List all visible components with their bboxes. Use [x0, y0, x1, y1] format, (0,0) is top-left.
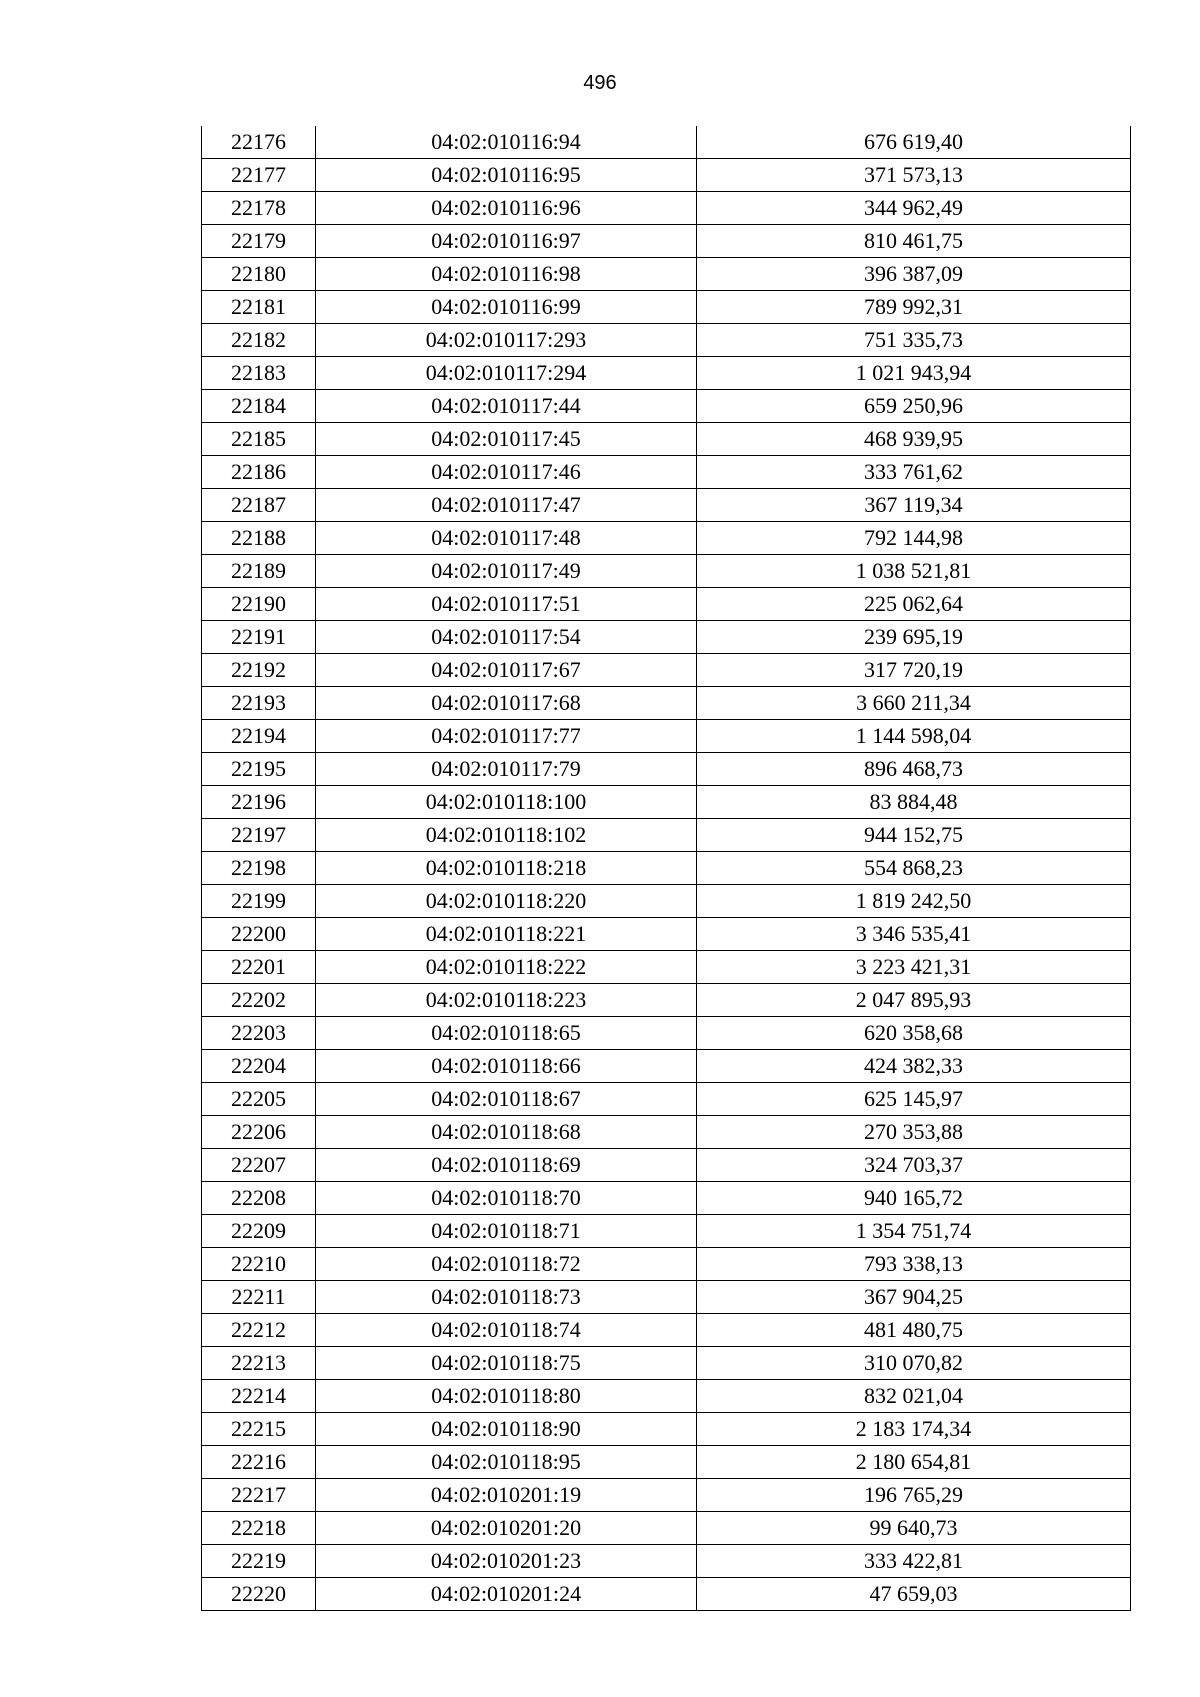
- cadastral-value-cell: 789 992,31: [697, 291, 1131, 324]
- cadastral-number-cell: 04:02:010117:77: [316, 720, 697, 753]
- cadastral-number-cell: 04:02:010118:102: [316, 819, 697, 852]
- row-number-cell: 22185: [202, 423, 316, 456]
- cadastral-value-cell: 659 250,96: [697, 390, 1131, 423]
- cadastral-number-cell: 04:02:010117:293: [316, 324, 697, 357]
- table-row: [202, 1248, 1131, 1281]
- cadastral-number-cell: 04:02:010117:67: [316, 654, 697, 687]
- cadastral-number-cell: 04:02:010118:74: [316, 1314, 697, 1347]
- cadastral-number-cell: 04:02:010117:45: [316, 423, 697, 456]
- cadastral-number-cell: 04:02:010118:66: [316, 1050, 697, 1083]
- cadastral-number-cell: 04:02:010118:90: [316, 1413, 697, 1446]
- table-row: [202, 984, 1131, 1017]
- row-number-cell: 22211: [202, 1281, 316, 1314]
- row-number-cell: 22212: [202, 1314, 316, 1347]
- table-row: [202, 1116, 1131, 1149]
- table-row: [202, 390, 1131, 423]
- cadastral-value-cell: 1 021 943,94: [697, 357, 1131, 390]
- table-row: [202, 1380, 1131, 1413]
- cadastral-number-cell: 04:02:010116:99: [316, 291, 697, 324]
- row-number-cell: 22200: [202, 918, 316, 951]
- row-number-cell: 22190: [202, 588, 316, 621]
- cadastral-value-cell: 324 703,37: [697, 1149, 1131, 1182]
- cadastral-number-cell: 04:02:010118:72: [316, 1248, 697, 1281]
- cadastral-number-cell: 04:02:010117:51: [316, 588, 697, 621]
- cadastral-number-cell: 04:02:010118:100: [316, 786, 697, 819]
- cadastral-value-cell: 1 354 751,74: [697, 1215, 1131, 1248]
- cadastral-number-cell: 04:02:010201:23: [316, 1545, 697, 1578]
- cadastral-number-cell: 04:02:010201:20: [316, 1512, 697, 1545]
- row-number-cell: 22176: [202, 126, 316, 159]
- cadastral-number-cell: 04:02:010116:96: [316, 192, 697, 225]
- table-row: [202, 1050, 1131, 1083]
- row-number-cell: 22216: [202, 1446, 316, 1479]
- cadastral-value-cell: 83 884,48: [697, 786, 1131, 819]
- cadastral-value-cell: 940 165,72: [697, 1182, 1131, 1215]
- cadastral-number-cell: 04:02:010118:68: [316, 1116, 697, 1149]
- cadastral-value-cell: 944 152,75: [697, 819, 1131, 852]
- row-number-cell: 22196: [202, 786, 316, 819]
- table-row: [202, 654, 1131, 687]
- cadastral-value-cell: 2 047 895,93: [697, 984, 1131, 1017]
- cadastral-value-cell: 554 868,23: [697, 852, 1131, 885]
- table-row: [202, 258, 1131, 291]
- row-number-cell: 22207: [202, 1149, 316, 1182]
- cadastral-number-cell: 04:02:010118:220: [316, 885, 697, 918]
- row-number-cell: 22219: [202, 1545, 316, 1578]
- table-row: [202, 720, 1131, 753]
- table-row: [202, 885, 1131, 918]
- table-row: [202, 456, 1131, 489]
- cadastral-number-cell: 04:02:010118:218: [316, 852, 697, 885]
- cadastral-value-table: [201, 126, 1131, 1611]
- table-row: [202, 1182, 1131, 1215]
- cadastral-value-cell: 310 070,82: [697, 1347, 1131, 1380]
- cadastral-number-cell: 04:02:010117:46: [316, 456, 697, 489]
- row-number-cell: 22201: [202, 951, 316, 984]
- table-row: [202, 1446, 1131, 1479]
- cadastral-number-cell: 04:02:010118:71: [316, 1215, 697, 1248]
- table-row: [202, 1479, 1131, 1512]
- row-number-cell: 22187: [202, 489, 316, 522]
- table-row: [202, 1314, 1131, 1347]
- table-row: [202, 126, 1131, 159]
- cadastral-number-cell: 04:02:010116:97: [316, 225, 697, 258]
- cadastral-value-cell: 3 660 211,34: [697, 687, 1131, 720]
- cadastral-value-cell: 367 119,34: [697, 489, 1131, 522]
- table-body: [202, 126, 1131, 1611]
- row-number-cell: 22213: [202, 1347, 316, 1380]
- row-number-cell: 22206: [202, 1116, 316, 1149]
- cadastral-value-cell: 1 819 242,50: [697, 885, 1131, 918]
- cadastral-number-cell: 04:02:010118:222: [316, 951, 697, 984]
- table-row: [202, 1017, 1131, 1050]
- row-number-cell: 22208: [202, 1182, 316, 1215]
- row-number-cell: 22189: [202, 555, 316, 588]
- cadastral-number-cell: 04:02:010117:47: [316, 489, 697, 522]
- row-number-cell: 22179: [202, 225, 316, 258]
- cadastral-number-cell: 04:02:010118:67: [316, 1083, 697, 1116]
- table-row: [202, 588, 1131, 621]
- cadastral-value-cell: 3 346 535,41: [697, 918, 1131, 951]
- cadastral-number-cell: 04:02:010118:223: [316, 984, 697, 1017]
- cadastral-number-cell: 04:02:010118:95: [316, 1446, 697, 1479]
- row-number-cell: 22197: [202, 819, 316, 852]
- cadastral-value-cell: 468 939,95: [697, 423, 1131, 456]
- row-number-cell: 22210: [202, 1248, 316, 1281]
- row-number-cell: 22195: [202, 753, 316, 786]
- cadastral-value-cell: 751 335,73: [697, 324, 1131, 357]
- cadastral-value-cell: 99 640,73: [697, 1512, 1131, 1545]
- cadastral-number-cell: 04:02:010201:19: [316, 1479, 697, 1512]
- row-number-cell: 22215: [202, 1413, 316, 1446]
- cadastral-number-cell: 04:02:010118:75: [316, 1347, 697, 1380]
- cadastral-value-cell: 676 619,40: [697, 126, 1131, 159]
- page-number: 496: [583, 72, 617, 94]
- row-number-cell: 22181: [202, 291, 316, 324]
- cadastral-number-cell: 04:02:010117:68: [316, 687, 697, 720]
- table-row: [202, 555, 1131, 588]
- cadastral-number-cell: 04:02:010118:80: [316, 1380, 697, 1413]
- cadastral-number-cell: 04:02:010117:49: [316, 555, 697, 588]
- table-row: [202, 159, 1131, 192]
- row-number-cell: 22183: [202, 357, 316, 390]
- table-row: [202, 687, 1131, 720]
- cadastral-value-cell: 270 353,88: [697, 1116, 1131, 1149]
- table-row: [202, 1281, 1131, 1314]
- table-row: [202, 1545, 1131, 1578]
- cadastral-number-cell: 04:02:010118:221: [316, 918, 697, 951]
- table-row: [202, 753, 1131, 786]
- cadastral-value-cell: 424 382,33: [697, 1050, 1131, 1083]
- cadastral-value-cell: 396 387,09: [697, 258, 1131, 291]
- cadastral-value-cell: 792 144,98: [697, 522, 1131, 555]
- table-row: [202, 324, 1131, 357]
- table-row: [202, 357, 1131, 390]
- row-number-cell: 22180: [202, 258, 316, 291]
- cadastral-number-cell: 04:02:010117:79: [316, 753, 697, 786]
- cadastral-value-cell: 47 659,03: [697, 1578, 1131, 1611]
- table-row: [202, 489, 1131, 522]
- cadastral-value-cell: 896 468,73: [697, 753, 1131, 786]
- row-number-cell: 22178: [202, 192, 316, 225]
- row-number-cell: 22203: [202, 1017, 316, 1050]
- table-row: [202, 423, 1131, 456]
- row-number-cell: 22217: [202, 1479, 316, 1512]
- row-number-cell: 22204: [202, 1050, 316, 1083]
- cadastral-value-cell: 317 720,19: [697, 654, 1131, 687]
- cadastral-value-cell: 2 183 174,34: [697, 1413, 1131, 1446]
- row-number-cell: 22198: [202, 852, 316, 885]
- row-number-cell: 22220: [202, 1578, 316, 1611]
- row-number-cell: 22205: [202, 1083, 316, 1116]
- cadastral-number-cell: 04:02:010117:54: [316, 621, 697, 654]
- cadastral-number-cell: 04:02:010117:48: [316, 522, 697, 555]
- row-number-cell: 22177: [202, 159, 316, 192]
- row-number-cell: 22218: [202, 1512, 316, 1545]
- cadastral-value-cell: 481 480,75: [697, 1314, 1131, 1347]
- cadastral-value-cell: 333 761,62: [697, 456, 1131, 489]
- cadastral-value-cell: 333 422,81: [697, 1545, 1131, 1578]
- cadastral-number-cell: 04:02:010117:294: [316, 357, 697, 390]
- table-row: [202, 786, 1131, 819]
- table-row: [202, 1512, 1131, 1545]
- table-row: [202, 1149, 1131, 1182]
- row-number-cell: 22192: [202, 654, 316, 687]
- cadastral-number-cell: 04:02:010116:98: [316, 258, 697, 291]
- row-number-cell: 22182: [202, 324, 316, 357]
- cadastral-value-cell: 196 765,29: [697, 1479, 1131, 1512]
- row-number-cell: 22193: [202, 687, 316, 720]
- row-number-cell: 22191: [202, 621, 316, 654]
- row-number-cell: 22202: [202, 984, 316, 1017]
- table-row: [202, 819, 1131, 852]
- table-row: [202, 1347, 1131, 1380]
- cadastral-value-cell: 620 358,68: [697, 1017, 1131, 1050]
- row-number-cell: 22214: [202, 1380, 316, 1413]
- table-row: [202, 621, 1131, 654]
- row-number-cell: 22209: [202, 1215, 316, 1248]
- table-row: [202, 852, 1131, 885]
- table-row: [202, 522, 1131, 555]
- table-row: [202, 1578, 1131, 1611]
- cadastral-value-cell: 793 338,13: [697, 1248, 1131, 1281]
- row-number-cell: 22194: [202, 720, 316, 753]
- cadastral-number-cell: 04:02:010118:70: [316, 1182, 697, 1215]
- cadastral-number-cell: 04:02:010118:65: [316, 1017, 697, 1050]
- cadastral-value-cell: 3 223 421,31: [697, 951, 1131, 984]
- cadastral-number-cell: 04:02:010116:95: [316, 159, 697, 192]
- row-number-cell: 22199: [202, 885, 316, 918]
- table-row: [202, 1215, 1131, 1248]
- table-row: [202, 1083, 1131, 1116]
- table-row: [202, 1413, 1131, 1446]
- cadastral-number-cell: 04:02:010118:73: [316, 1281, 697, 1314]
- table-row: [202, 192, 1131, 225]
- cadastral-value-cell: 1 038 521,81: [697, 555, 1131, 588]
- cadastral-number-cell: 04:02:010118:69: [316, 1149, 697, 1182]
- table-row: [202, 918, 1131, 951]
- table-row: [202, 225, 1131, 258]
- row-number-cell: 22184: [202, 390, 316, 423]
- cadastral-value-cell: 625 145,97: [697, 1083, 1131, 1116]
- cadastral-value-cell: 832 021,04: [697, 1380, 1131, 1413]
- cadastral-value-cell: 371 573,13: [697, 159, 1131, 192]
- cadastral-number-cell: 04:02:010116:94: [316, 126, 697, 159]
- cadastral-number-cell: 04:02:010117:44: [316, 390, 697, 423]
- cadastral-value-cell: 1 144 598,04: [697, 720, 1131, 753]
- row-number-cell: 22186: [202, 456, 316, 489]
- cadastral-value-cell: 2 180 654,81: [697, 1446, 1131, 1479]
- cadastral-value-cell: 239 695,19: [697, 621, 1131, 654]
- table-row: [202, 291, 1131, 324]
- cadastral-value-cell: 810 461,75: [697, 225, 1131, 258]
- cadastral-value-cell: 225 062,64: [697, 588, 1131, 621]
- table-row: [202, 951, 1131, 984]
- cadastral-value-cell: 344 962,49: [697, 192, 1131, 225]
- cadastral-value-cell: 367 904,25: [697, 1281, 1131, 1314]
- cadastral-number-cell: 04:02:010201:24: [316, 1578, 697, 1611]
- row-number-cell: 22188: [202, 522, 316, 555]
